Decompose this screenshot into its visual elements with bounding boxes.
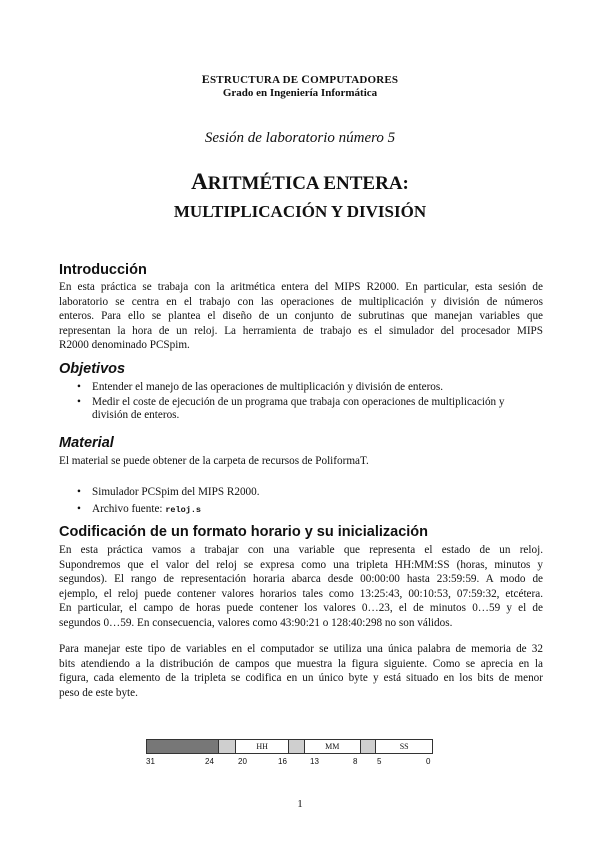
intro-line: representan la hora de un reloj. La herramienta de trabajo es el simulador del procesador MIPS (59, 324, 543, 337)
bit-label: 24 (205, 757, 214, 766)
objectives-list (59, 381, 543, 424)
intro-paragraph (59, 280, 543, 353)
course-title (0, 72, 600, 87)
intro-line: En esta práctica se trabaja con la aritmética entera del MIPS R2000. En particular, esta sesión de (59, 281, 543, 293)
degree-title: Grado en Ingeniería Informática (222, 87, 378, 99)
codification-paragraph-1 (59, 543, 543, 630)
bit-label: 13 (310, 757, 319, 766)
material-text: El material se puede obtener de la carpeta de recursos de PoliformaT. (59, 455, 369, 467)
main-subtitle: MULTIPLICACIÓN Y DIVISIÓN (173, 202, 427, 221)
bit-label: 20 (238, 757, 247, 766)
objectives-heading: Objetivos (59, 361, 126, 377)
padding-bits-mm (289, 740, 305, 753)
list-item: • Medir el coste de ejecución de un programa que trabaja con operaciones de multiplicación y división de enteros. (77, 395, 505, 421)
intro-line: enteros. Para ello se plantea el diseño de un conjunto de subrutinas que manejan variables que (59, 310, 543, 322)
material-list (59, 486, 543, 518)
bullet-icon: • (77, 395, 81, 408)
list-item: • Simulador PCSpim del MIPS R2000. (77, 486, 260, 498)
session-title: Sesión de laboratorio número 5 (204, 130, 396, 146)
bit-label: 5 (377, 757, 382, 766)
codification-paragraph-2 (59, 642, 543, 700)
course-part2: OMPUTADORES (310, 74, 399, 86)
codif-line: Para manejar este tipo de variables en el computador se utiliza una única palabra de memoria de 32 (59, 643, 543, 655)
codification-heading: Codificación de un formato horario y su inicialización (59, 524, 428, 540)
time-register-figure (146, 739, 433, 754)
codif-line: bits atendiendo a la distribución de campos que muestra la figura siguiente. Como se aprecia en la (59, 657, 543, 670)
codif-line: figura, cada elemento de la tripleta se codifica en un único byte y está situado en los bits de menor (59, 672, 543, 684)
course-cap2: C (301, 72, 311, 86)
course-cap1: E (201, 72, 210, 86)
list-item: • Archivo fuente: reloj.s (77, 502, 202, 515)
bit-label: 8 (353, 757, 358, 766)
mm-field: MM (305, 740, 361, 753)
codif-line: peso de este byte. (59, 686, 138, 699)
main-title (0, 169, 600, 195)
source-file-name: reloj.s (165, 504, 202, 515)
intro-line: laboratorio se centra en el trabajo con las operaciones de multiplicación y división de números (59, 295, 543, 308)
padding-bits-hh (219, 740, 237, 753)
bit-label: 16 (278, 757, 287, 766)
course-part1: STRUCTURA DE (209, 74, 302, 86)
bullet-icon: • (77, 502, 81, 515)
list-item: • Entender el manejo de las operaciones de multiplicación y división de enteros. (77, 381, 444, 393)
ss-field: SS (376, 740, 432, 753)
codif-line: En esta práctica vamos a trabajar con una variable que representa el estado de un reloj. (59, 544, 543, 556)
hh-field: HH (236, 740, 289, 753)
bullet-icon: • (77, 381, 81, 393)
unused-byte (147, 740, 219, 753)
material-heading: Material (59, 435, 114, 451)
main-title-rest: RITMÉTICA ENTERA: (207, 173, 409, 194)
padding-bits-ss (361, 740, 377, 753)
codif-line: ejemplo, el reloj puede contener valores horarios tales como 13:25:43, 00:10:53, 07:59:32, etcétera. (59, 587, 543, 600)
bit-label: 31 (146, 757, 155, 766)
codif-line: Supondremos que el valor del reloj se expresa como una tripleta HH:MM:SS (horas, minutos y (59, 558, 543, 571)
codif-line: segundos 0…59. En consecuencia, valores como 43:90:21 o 128:40:298 no son válidos. (59, 616, 453, 629)
codif-line: segundos). El rango de representación horaria abarca desde 00:00:00 hasta 23:59:59. A modo de (59, 573, 543, 585)
codif-line: En particular, el campo de horas puede contener los valores 0…23, el de minutos 0…59 y el de (59, 602, 543, 614)
bit-label: 0 (426, 757, 431, 766)
intro-line: R2000 denominado PCSpim. (59, 339, 190, 351)
bullet-icon: • (77, 486, 81, 498)
intro-heading: Introducción (59, 262, 147, 278)
page-number: 1 (297, 798, 303, 810)
main-title-cap: A (191, 169, 208, 194)
